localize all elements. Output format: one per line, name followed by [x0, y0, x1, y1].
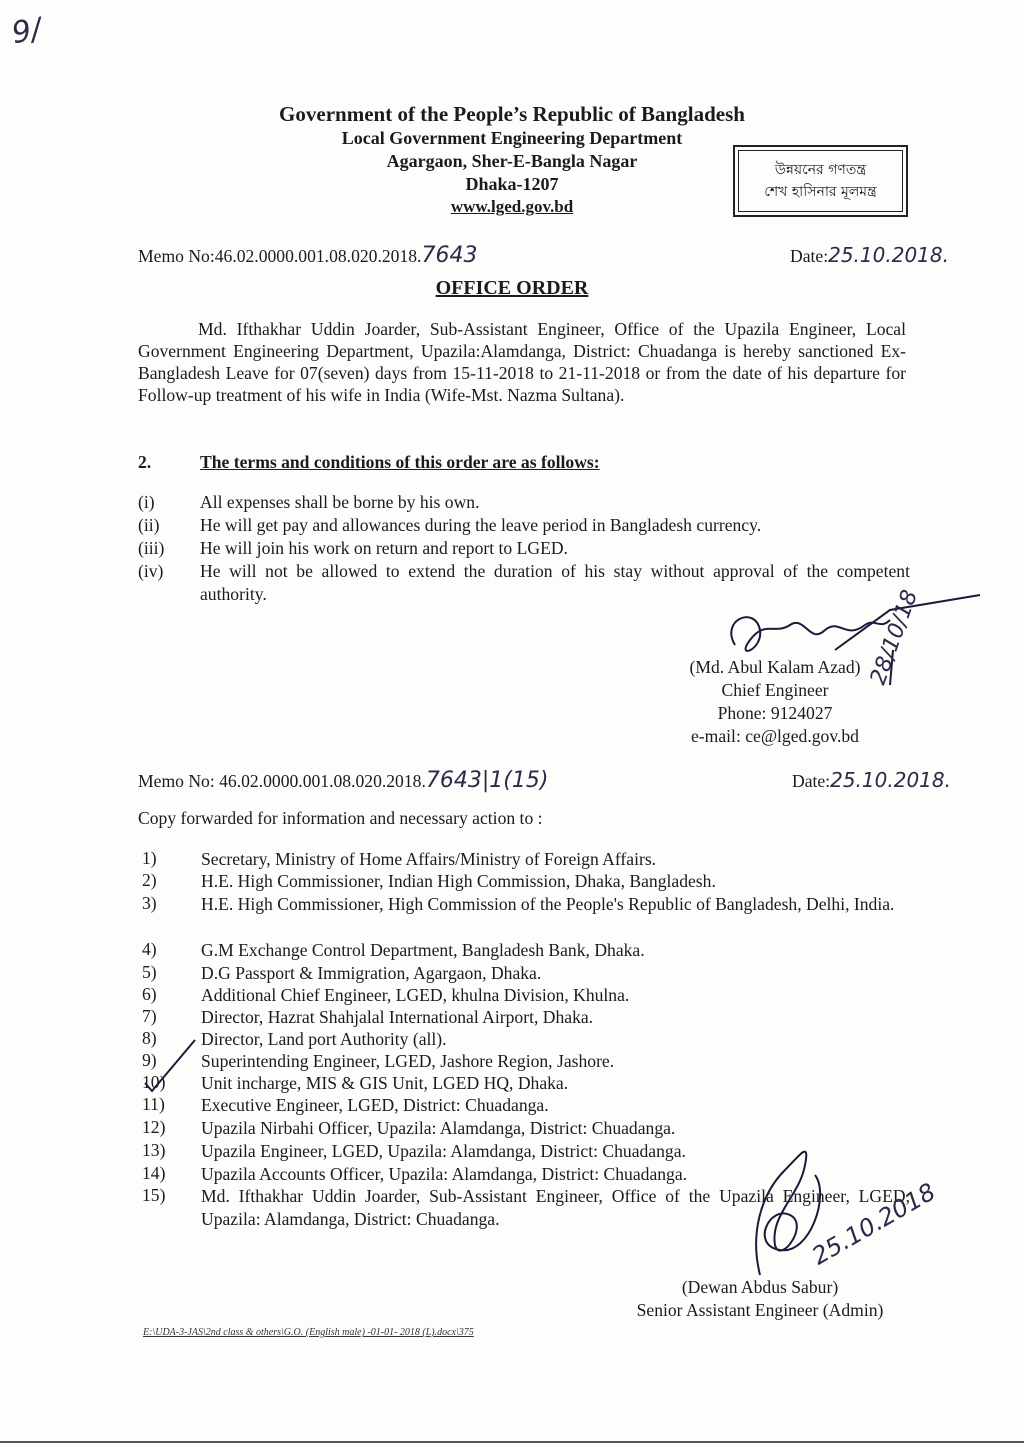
memo-1-handwritten-date: 25.10.2018.	[828, 243, 949, 267]
header-address: Agargaon, Sher-E-Bangla Nagar	[386, 151, 638, 171]
copy-forwarded-intro: Copy forwarded for information and necessary action to :	[138, 808, 543, 828]
list-item-text: Additional Chief Engineer, LGED, khulna Division, Khulna.	[201, 985, 630, 1005]
tick-mark	[140, 1035, 200, 1095]
order-body-text: Md. Ifthakhar Uddin Joarder, Sub-Assistant Engineer, Office of the Upazila Engineer, Local Government Engineering Department, Upazila:Alamdanga, District: Chuadanga is hereby sanctioned Ex-Bangladesh Leave for 07(seven) days from 15-11-2018 to 21-11-2018 or from the date of his departure for Follow-up treatment of his wife in India (Wife-Mst. Nazma Sultana).	[138, 319, 906, 405]
signature-1-date: 28/10/18	[865, 586, 924, 689]
list-item-number: 12)	[142, 1117, 166, 1137]
memo-date-1	[790, 243, 949, 267]
memo-1-handwritten-number: 7643	[421, 243, 478, 268]
list-item-number: 5)	[142, 962, 157, 982]
list-item-text: Md. Ifthakhar Uddin Joarder, Sub-Assistant Engineer, Office of the Upazila Engineer, LGED, Upazila: Alamdanga, District: Chuadanga.	[201, 1186, 910, 1229]
memo-1-date-label: Date:	[790, 246, 829, 266]
header-government: Government of the People’s Republic of Bangladesh	[279, 102, 745, 126]
list-item-text: H.E. High Commissioner, High Commission of the People's Republic of Bangladesh, Delhi, India.	[201, 894, 895, 914]
terms-item-number: (i)	[138, 492, 155, 512]
signatory-2-title: Senior Assistant Engineer (Admin)	[636, 1300, 884, 1320]
signatory-2-block	[600, 1276, 920, 1322]
terms-heading: The terms and conditions of this order are as follows:	[200, 452, 600, 472]
list-item-text: Upazila Engineer, LGED, Upazila: Alamdanga, District: Chuadanga.	[201, 1141, 686, 1161]
list-item-text: Upazila Accounts Officer, Upazila: Alamdanga, District: Chuadanga.	[201, 1164, 688, 1184]
list-item-number: 9)	[142, 1050, 157, 1070]
memo-date-2	[792, 768, 951, 792]
list-item-number: 3)	[142, 893, 157, 913]
list-item-text: Unit incharge, MIS & GIS Unit, LGED HQ, Dhaka.	[201, 1073, 569, 1093]
memo-2-handwritten-number: 7643|1(15)	[425, 768, 549, 793]
signatory-1-phone: Phone: 9124027	[717, 703, 833, 723]
signatory-1-block	[670, 656, 880, 748]
signatory-2-name: (Dewan Abdus Sabur)	[681, 1277, 839, 1297]
memo-2-handwritten-date: 25.10.2018.	[830, 768, 951, 792]
terms-item-text: He will join his work on return and report to LGED.	[200, 538, 568, 558]
list-item-text: Secretary, Ministry of Home Affairs/Ministry of Foreign Affairs.	[201, 849, 657, 869]
signatory-1-name: (Md. Abul Kalam Azad)	[689, 657, 861, 677]
list-item-number: 14)	[142, 1163, 166, 1183]
list-item-text: D.G Passport & Immigration, Agargaon, Dhaka.	[201, 963, 542, 983]
signature-2-date: 25.10.2018	[807, 1177, 941, 1271]
footer-file-path: E:\UDA-3-JAS\2nd class & others\G.O. (English male) -01-01- 2018 (L).docx\375	[143, 1327, 474, 1338]
list-item-text: Director, Land port Authority (all).	[201, 1029, 447, 1049]
signatory-1-email: e-mail: ce@lged.gov.bd	[691, 726, 859, 746]
list-item-text: Director, Hazrat Shahjalal International Airport, Dhaka.	[201, 1007, 594, 1027]
senior-engineer-signature	[730, 1135, 880, 1285]
list-item-number: 10)	[142, 1072, 166, 1092]
memo-number-2	[138, 768, 548, 793]
list-item-number: 6)	[142, 984, 157, 1004]
memo-1-label: Memo No:46.02.0000.001.08.020.2018.	[138, 246, 422, 266]
signatory-1-title: Chief Engineer	[721, 680, 829, 700]
list-item-number: 1)	[142, 848, 157, 868]
stamp-line-1: উন্নয়নের গণতন্ত্র	[774, 162, 867, 178]
list-item-text: Upazila Nirbahi Officer, Upazila: Alamdanga, District: Chuadanga.	[201, 1118, 676, 1138]
order-body	[138, 318, 906, 406]
terms-item-text: All expenses shall be borne by his own.	[200, 492, 480, 512]
header-website[interactable]: www.lged.gov.bd	[450, 197, 574, 216]
header-city: Dhaka-1207	[465, 174, 559, 194]
list-item-number: 15)	[142, 1185, 166, 1205]
list-item-text: Superintending Engineer, LGED, Jashore Region, Jashore.	[201, 1051, 615, 1071]
list-item-number: 7)	[142, 1006, 157, 1026]
terms-item-number: (iii)	[138, 538, 165, 558]
memo-2-label: Memo No: 46.02.0000.001.08.020.2018.	[138, 771, 426, 791]
office-order-title: OFFICE ORDER	[435, 277, 589, 299]
stamp-line-2: শেখ হাসিনার মূলমন্ত্র	[764, 184, 877, 200]
list-item-number: 8)	[142, 1028, 157, 1048]
list-item-number: 2)	[142, 870, 157, 890]
list-item-number: 13)	[142, 1140, 166, 1160]
terms-item-text: He will get pay and allowances during the leave period in Bangladesh currency.	[200, 515, 762, 535]
terms-item-text: He will not be allowed to extend the duration of his stay without approval of the competent authority.	[200, 561, 910, 604]
terms-number: 2.	[138, 452, 152, 472]
list-item-number: 4)	[142, 939, 157, 959]
page-bottom-rule	[0, 1441, 1024, 1443]
list-item-text: Executive Engineer, LGED, District: Chuadanga.	[201, 1095, 549, 1115]
memo-number-1	[138, 243, 477, 268]
list-item-text: G.M Exchange Control Department, Bangladesh Bank, Dhaka.	[201, 940, 645, 960]
memo-2-date-label: Date:	[792, 771, 831, 791]
list-item-number: 11)	[142, 1094, 165, 1114]
terms-item-number: (iv)	[138, 561, 164, 581]
terms-item-number: (ii)	[138, 515, 160, 535]
header-department: Local Government Engineering Department	[341, 128, 683, 148]
corner-handwritten-mark: 9/	[9, 11, 45, 52]
list-item-text: H.E. High Commissioner, Indian High Commission, Dhaka, Bangladesh.	[201, 871, 716, 891]
slogan-stamp	[733, 145, 908, 217]
